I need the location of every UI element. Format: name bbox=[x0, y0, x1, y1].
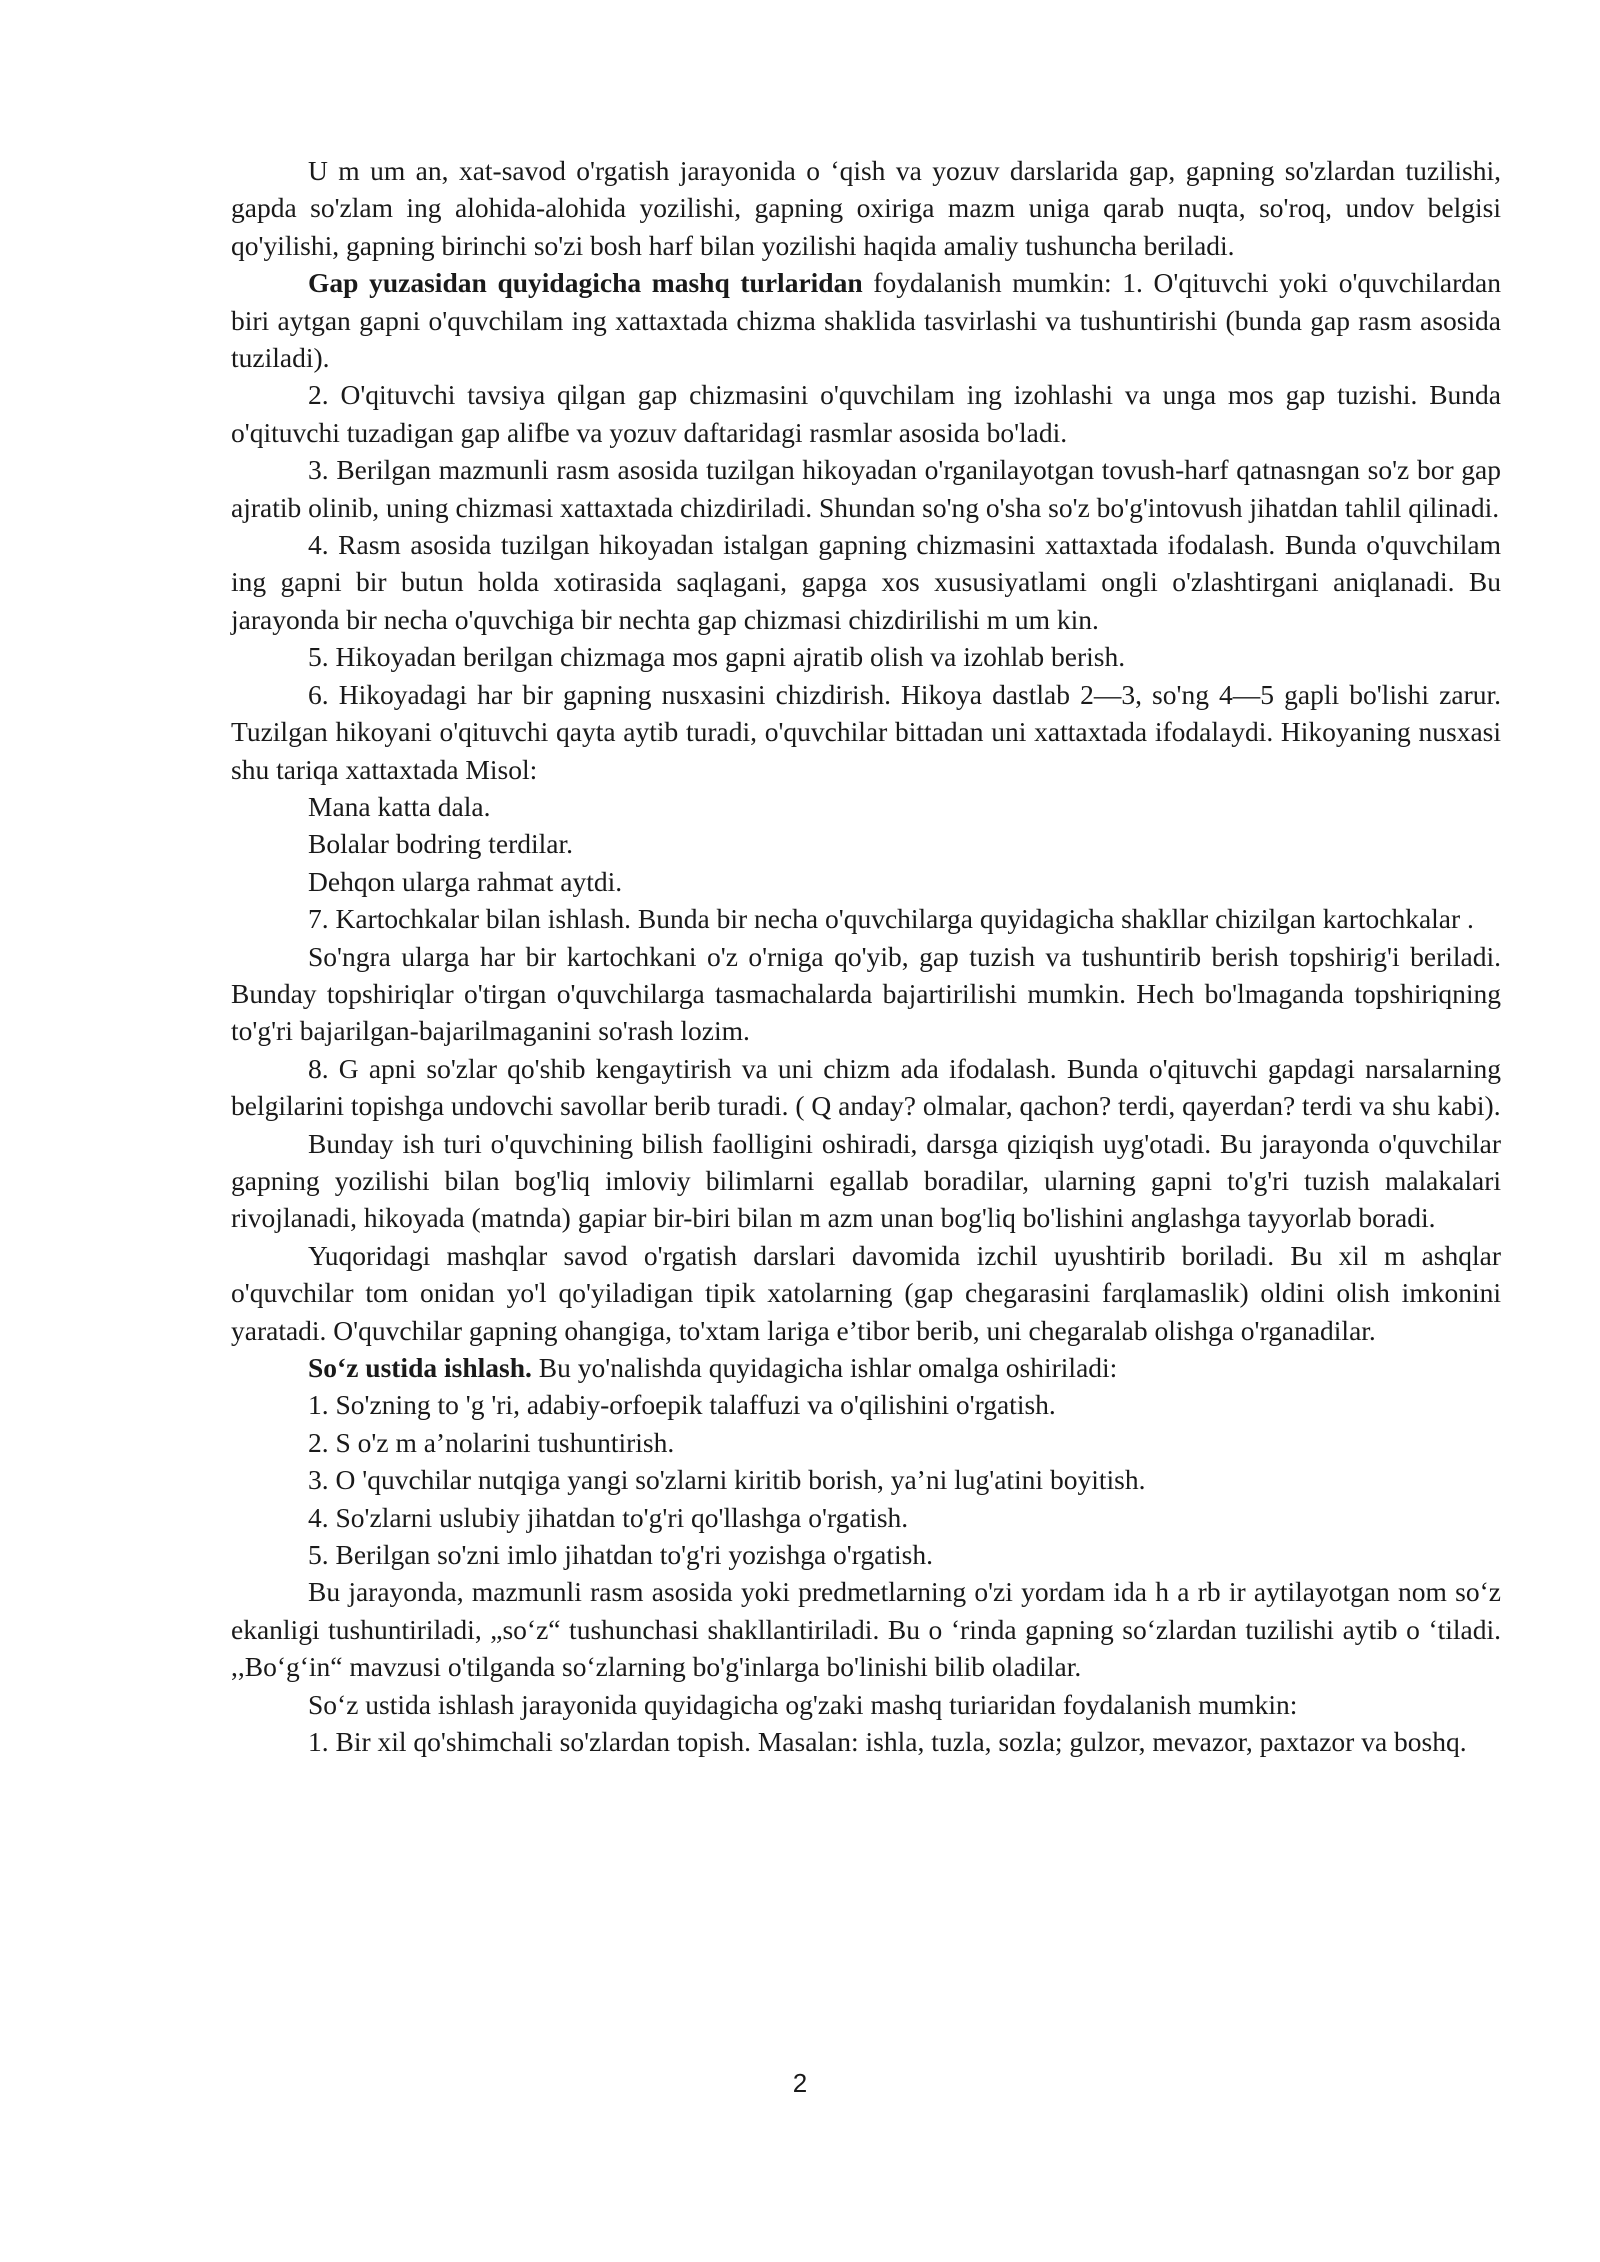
paragraph: Gap yuzasidan quyidagicha mashq turlaridan foydalanish mumkin: 1. O'qituvchi yoki o'quvchilardan biri aytgan gapni o'quvchilam ing xattaxtada chizma shaklida tasvirlashi va tushuntirishi (bunda gap rasm asosida tuziladi). bbox=[231, 267, 1501, 374]
list-item: 2. S o'z m a’nolarini tushuntirish. bbox=[308, 1426, 675, 1458]
paragraph: 7. Kartochkalar bilan ishlash. Bunda bir necha o'quvchilarga quyidagicha shakllar chizilgan kartochkalar . bbox=[308, 903, 1474, 935]
paragraph: 6. Hikoyadagi har bir gapning nusxasini chizdirish. Hikoya dastlab 2—3, so'ng 4—5 gapli bo'lishi zarur. Tuzilgan hikoyani o'qituvchi qayta aytib turadi, o'quvchilar bittadan uni xattaxtada ifodalaydi. Hikoyaning nusxasi shu tariqa xattaxtada Misol: bbox=[231, 678, 1501, 785]
paragraph: 8. G apni so'zlar qo'shib kengaytirish va uni chizm ada ifodalash. Bunda o'qituvchi gapdagi narsalarning belgilarini topishga undovchi savollar berib turadi. ( Q anday? olmalar, qachon? terdi, qayerdan? terdi va shu kabi). bbox=[231, 1052, 1501, 1122]
example-line: Mana katta dala. bbox=[308, 790, 491, 822]
paragraph: 2. O'qituvchi tavsiya qilgan gap chizmasini o'quvchilam ing izohlashi va unga mos gap tuzishi. Bunda o'qituvchi tuzadigan gap alifbe va yozuv daftaridagi rasmlar asosida bo'ladi. bbox=[231, 379, 1501, 448]
paragraph: 5. Hikoyadan berilgan chizmaga mos gapni ajratib olish va izohlab berish. bbox=[308, 641, 1126, 673]
example-line: Dehqon ularga rahmat aytdi. bbox=[308, 865, 623, 897]
list-item: 3. O 'quvchilar nutqiga yangi so'zlarni kiritib borish, ya’ni lug'atini boyitish. bbox=[308, 1464, 1146, 1496]
paragraph: So‘z ustida ishlash jarayonida quyidagicha og'zaki mashq turiaridan foydalanish mumkin: bbox=[308, 1688, 1298, 1720]
paragraph: So‘z ustida ishlash. Bu yo'nalishda quyidagicha ishlar omalga oshiriladi: bbox=[308, 1352, 1118, 1383]
example-line: Bolalar bodring terdilar. bbox=[308, 828, 573, 860]
page-number: 2 bbox=[792, 2068, 808, 2098]
paragraph: So'ngra ularga har bir kartochkani o'z o'rniga qo'yib, gap tuzish va tushuntirib berish topshirig'i beriladi. Bunday topshiriqlar o'tirgan o'quvchilarga tasmachalarda bajartirilishi mumkin. Hech bo'lmaganda topshiriqning to'g'ri bajarilgan-bajarilmaganini so'rash lozim. bbox=[231, 940, 1501, 1047]
list-item: 5. Berilgan so'zni imlo jihatdan to'g'ri yozishga o'rgatish. bbox=[308, 1539, 933, 1571]
paragraph: Bunday ish turi o'quvchining bilish faolligini oshiradi, darsga qiziqish uyg'otadi. Bu jarayonda o'quvchilar gapning yozilishi bilan bog'liq imloviy bilimlarni egallab boradilar, ularning gapni to'g'ri tuzish malakalari rivojlanadi, hikoyada (matnda) gapiar bir-biri bilan m azm unan bog'liq bo'lishini anglashga tayyorlab boradi. bbox=[231, 1127, 1501, 1234]
paragraph: 4. Rasm asosida tuzilgan hikoyadan istalgan gapning chizmasini xattaxtada ifodalash. Bunda o'quvchilam ing gapni bir butun holda xotirasida saqlagani, gapga xos xususiyatlami ongli o'zlashtirgani aniqlanadi. Bu jarayonda bir necha o'quvchiga bir nechta gap chizmasi chizdirilishi m um kin. bbox=[231, 529, 1501, 635]
list-item: 4. So'zlarni uslubiy jihatdan to'g'ri qo'llashga o'rgatish. bbox=[308, 1501, 909, 1533]
paragraph: Yuqoridagi mashqlar savod o'rgatish darslari davomida izchil uyushtirib boriladi. Bu xil m ashqlar o'quvchilar tom onidan yo'l qo'yiladigan tipik xatolarning (gap chegarasini farqlamaslik) oldini olish imkonini yaratadi. O'quvchilar gapning ohangiga, to'xtam lariga e’tibor berib, uni chegaralab olishga o'rganadilar. bbox=[231, 1239, 1501, 1346]
paragraph: 1. Bir xil qo'shimchali so'zlardan topish. Masalan: ishla, tuzla, sozla; gulzor, mevazor, paxtazor va boshq. bbox=[308, 1726, 1467, 1758]
body-text bbox=[231, 152, 1501, 1760]
bold-heading: So‘z ustida ishlash. bbox=[308, 1352, 532, 1383]
paragraph: U m um an, xat-savod o'rgatish jarayonida o ‘qish va yozuv darslarida gap, gapning so'zlardan tuzilishi, gapda so'zlam ing alohida-alohida yozilishi, gapning oxiriga mazm uniga qarab nuqta, so'roq, undov belgisi qo'yilishi, gapning birinchi so'zi bosh harf bilan yozilishi haqida amaliy tushuncha beriladi. bbox=[231, 155, 1501, 261]
paragraph: 3. Berilgan mazmunli rasm asosida tuzilgan hikoyadan o'rganilayotgan tovush-harf qatnasngan so'z bor gap ajratib olinib, uning chizmasi xattaxtada chizdiriladi. Shundan so'ng o'sha so'z bo'g'intovush jihatdan tahlil qilinadi. bbox=[231, 454, 1501, 523]
list-item: 1. So'zning to 'g 'ri, adabiy-orfoepik talaffuzi va o'qilishini o'rgatish. bbox=[308, 1389, 1056, 1421]
paragraph: Bu jarayonda, mazmunli rasm asosida yoki predmetlarning o'zi yordam ida h a rb ir aytilayotgan nom so‘z ekanligi tushuntiriladi, „so‘z“ tushunchasi shakllantiriladi. Bu o ‘rinda gapning so‘zlardan tuzilishi aytib o ‘tiladi. ,,Bo‘g‘in“ mavzusi o'tilganda so‘zlarning bo'g'inlarga bo'linishi bilib oladilar. bbox=[231, 1576, 1501, 1683]
bold-heading: Gap yuzasidan quyidagicha mashq turlaridan bbox=[308, 267, 863, 299]
